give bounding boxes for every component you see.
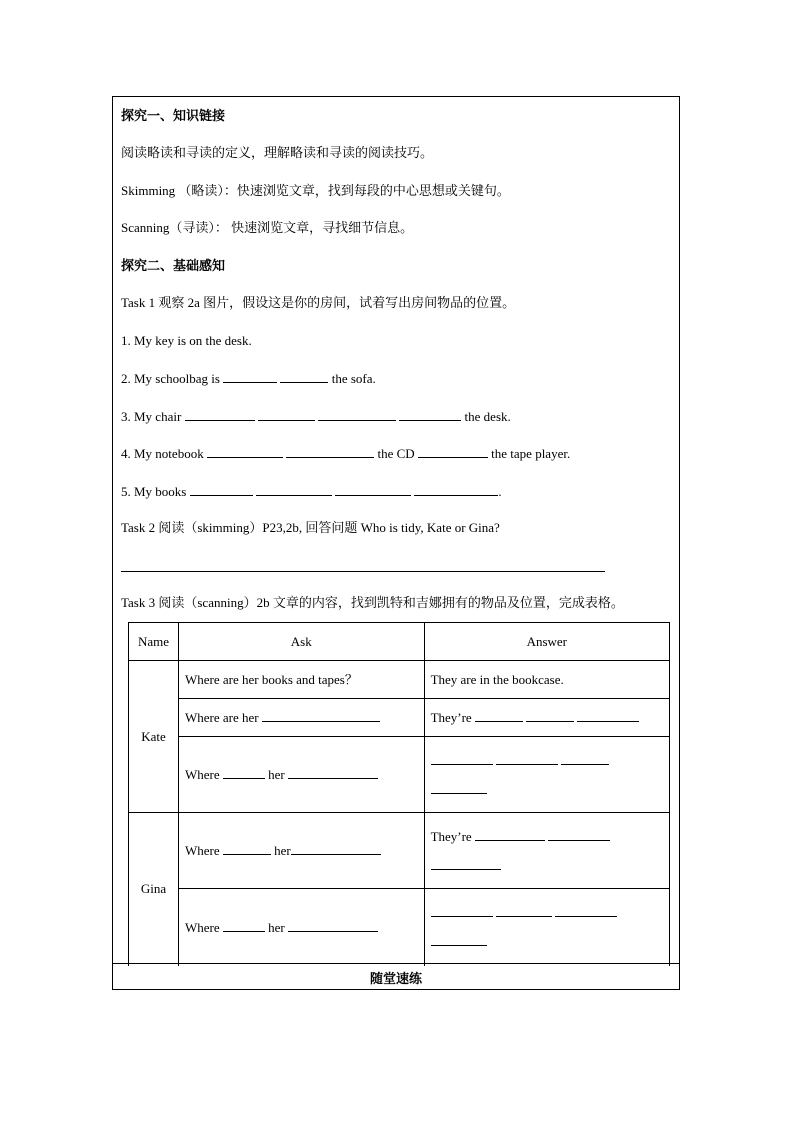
blank[interactable] [280, 370, 328, 383]
blank[interactable] [526, 709, 574, 722]
table-row [129, 889, 670, 966]
ask-cell: Where are her books and tapes？ [178, 661, 424, 699]
task1-item-3: 3. My chair the desk. [121, 409, 511, 424]
section2-heading: 探究二、基础感知 [121, 258, 226, 273]
answer-cell: They’re [424, 699, 669, 737]
blank[interactable] [475, 828, 545, 841]
blank[interactable] [207, 445, 283, 458]
blank[interactable] [548, 828, 610, 841]
task2-instruction: Task 2 阅读（skimming）P23,2b, 回答问题 Who is tidy, Kate or Gina? [121, 520, 500, 535]
blank[interactable] [577, 709, 639, 722]
blank[interactable] [288, 766, 378, 779]
blank[interactable] [223, 919, 265, 932]
blank[interactable] [185, 408, 255, 421]
blank[interactable] [431, 933, 487, 946]
blank[interactable] [286, 445, 374, 458]
name-gina: Gina [129, 813, 179, 966]
task1-item-2: 2. My schoolbag is the sofa. [121, 371, 376, 386]
task1-item-1: 1. My key is on the desk. [121, 333, 252, 348]
task1-item-4: 4. My notebook the CD the tape player. [121, 446, 571, 461]
task3-instruction: Task 3 阅读（scanning）2b 文章的内容，找到凯特和吉娜拥有的物品及位置，完成表格。 [121, 595, 624, 610]
blank[interactable] [496, 752, 558, 765]
blank[interactable] [555, 904, 617, 917]
table-row [129, 699, 670, 737]
blank[interactable] [291, 842, 381, 855]
blank[interactable] [561, 752, 609, 765]
ask-cell: Where her [178, 813, 424, 889]
blank[interactable] [223, 842, 271, 855]
blank[interactable] [190, 483, 253, 496]
ask-cell: Where her [178, 889, 424, 966]
blank[interactable] [256, 483, 332, 496]
blank[interactable] [418, 445, 488, 458]
answer-cell: They are in the bookcase. [424, 661, 669, 699]
section1-heading: 探究一、知识链接 [121, 108, 226, 123]
header-answer: Answer [424, 623, 669, 661]
blank[interactable] [318, 408, 396, 421]
table-row [129, 737, 670, 813]
table-row [129, 813, 670, 889]
blank[interactable] [475, 709, 523, 722]
blank[interactable] [431, 752, 493, 765]
table-row [129, 661, 670, 699]
skimming-definition: Skimming （略读）：快速浏览文章，找到每段的中心思想或关键句。 [121, 183, 510, 198]
answer-cell: They’re [424, 813, 669, 889]
practice-footer [113, 963, 679, 991]
footer-label: 随堂速练 [369, 971, 422, 986]
blank[interactable] [223, 766, 265, 779]
blank[interactable] [335, 483, 411, 496]
header-ask: Ask [178, 623, 424, 661]
section1-intro: 阅读略读和寻读的定义，理解略读和寻读的阅读技巧。 [121, 145, 434, 160]
name-kate: Kate [129, 661, 179, 813]
blank[interactable] [288, 919, 378, 932]
task1-item-5: 5. My books . [121, 484, 502, 499]
task3-table [128, 622, 670, 966]
header-name: Name [129, 623, 179, 661]
blank[interactable] [431, 781, 487, 794]
scanning-definition: Scanning（寻读）： 快速浏览文章，寻找细节信息。 [121, 220, 414, 235]
task1-instruction: Task 1 观察 2a 图片，假设这是你的房间，试着写出房间物品的位置。 [121, 295, 516, 310]
blank[interactable] [431, 904, 493, 917]
worksheet-frame [112, 96, 680, 990]
blank[interactable] [223, 370, 277, 383]
blank[interactable] [414, 483, 498, 496]
ask-cell: Where are her [178, 699, 424, 737]
blank[interactable] [399, 408, 461, 421]
answer-cell [424, 737, 669, 813]
blank[interactable] [262, 709, 380, 722]
blank[interactable] [496, 904, 552, 917]
ask-cell: Where her [178, 737, 424, 813]
blank[interactable] [431, 857, 501, 870]
table-header-row [129, 623, 670, 661]
answer-cell [424, 889, 669, 966]
task2-answer-line[interactable] [121, 571, 605, 572]
blank[interactable] [258, 408, 315, 421]
